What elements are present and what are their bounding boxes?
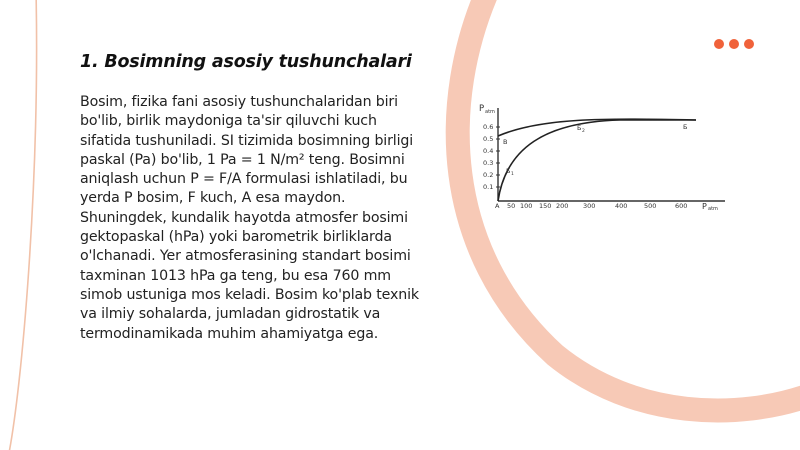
label-b2-sub: 2 [582,129,585,134]
y-tick-label: 0.3 [483,159,494,167]
x-tick-label: 150 [539,202,552,210]
decorative-line [8,0,37,450]
origin-label: A [495,202,500,210]
dot-icon [729,39,739,49]
slide-title: 1. Bosimning asosiy tushunchalari [80,52,412,72]
y-tick-label: 0.6 [483,123,494,131]
x-axis-label: P [702,202,707,211]
y-axis-sub: atm [485,109,495,115]
y-tick-label: 0.2 [483,171,494,179]
x-tick-label: 100 [520,202,533,210]
dots-menu-icon [714,39,754,49]
dot-icon [714,39,724,49]
label-b-end: Б [683,123,688,131]
y-tick-label: 0.5 [483,135,494,143]
x-axis-sub: atm [708,206,718,212]
y-tick-label: 0.4 [483,147,494,155]
pressure-graph-figure [470,98,730,216]
label-b1-sub: 1 [511,172,514,177]
x-tick-label: 400 [615,202,628,210]
curve-b1 [498,120,696,201]
y-tick-label: 0.1 [483,183,494,191]
label-b2: Б [577,124,582,132]
x-tick-label: 200 [556,202,569,210]
label-b1: Б [506,167,511,175]
x-tick-label: 300 [583,202,596,210]
x-tick-label: 600 [675,202,688,210]
x-tick-label: 500 [644,202,657,210]
slide-body: Bosim, fizika fani asosiy tushunchalaridan biri bo'lib, birlik maydoniga ta'sir qiluvchi kuch sifatida tushuniladi. SI tizimida bosimning birligi paskal (Pa) bo'lib, 1 Pa = 1 N/m² teng. Bosimni aniqlash uchun P = F/A formulasi ishlatiladi, bu yerda P bosim, F kuch, A esa maydon. Shuningdek, kundalik hayotda atmosfer bosimi gektopaskal (hPa) yoki barometrik birliklarda o'lchanadi. Yer atmosferasining standart bosimi taxminan 1013 hPa ga teng, bu esa 760 mm simob ustuniga mos keladi. Bosim ko'plab texnik va ilmiy sohalarda, jumladan gidrostatik va termodinamikada muhim ahamiyatga ega. [80,94,419,342]
dot-icon [744,39,754,49]
x-tick-label: 50 [507,202,516,210]
y-axis-label: P [479,104,485,114]
label-b: B [503,138,508,146]
